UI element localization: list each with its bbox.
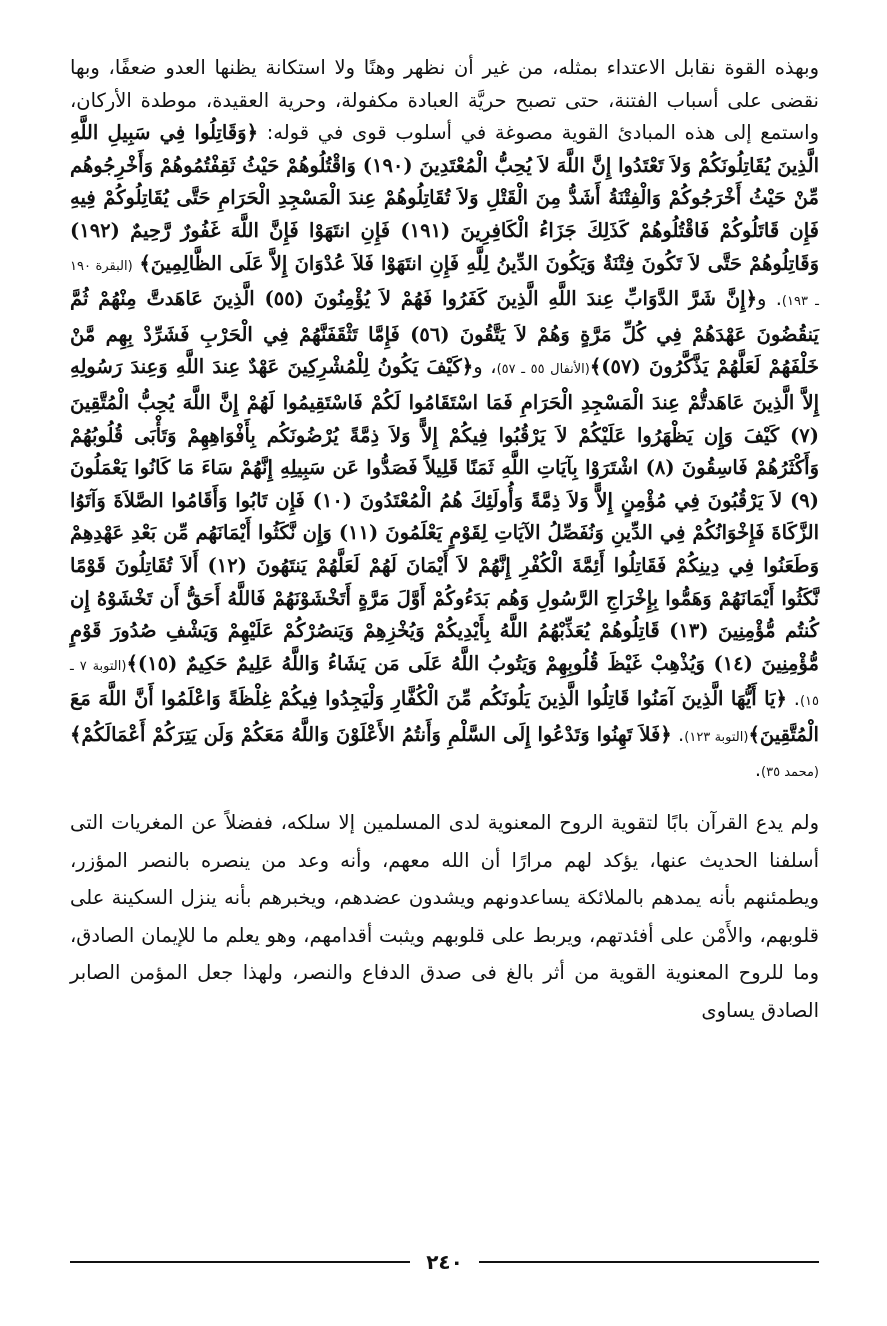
connector-text: .	[786, 687, 800, 711]
verse-reference: (التوبة ١٢٣)	[684, 729, 749, 745]
paragraph-2: ولم يدع القرآن بابًا لتقوية الروح المعنوية لدى المسلمين إلا سلكه، ففضلاً عن المغريات التى أسلفنا الحديث عنها، يؤكد لهم مرارًا أن الله معهم، وأنه وعد من ينصره بالنصر المؤزر، ويطمئنهم بأنه يمدهم بالملائكة يساعدونهم ويشدون عضدهم، ويخبرهم بأنه ينزل السكينة على قلوبهم، والأَمْن على أفئدتهم، ويربط على قلوبهم ويثبت أقدامهم، وهو يعلم ما للإيمان الصادق، وما للروح المعنوية القوية من أثر بالغ فى صدق الدفاع والنصر، ولهذا جعل المؤمن الصابر الصادق يساوى	[70, 811, 819, 1022]
page-number: ٢٤٠	[426, 1250, 463, 1274]
page-footer	[70, 1247, 819, 1277]
quran-verse-tawbah: ﴿كَيْفَ يَكُونُ لِلْمُشْرِكِينَ عَهْدٌ عِندَ اللَّهِ وَعِندَ رَسُولِهِ إِلاَّ الَّذِينَ عَاهَدتُّمْ عِندَ الْمَسْجِدِ الْحَرَامِ فَمَا اسْتَقَامُوا لَكُمْ فَاسْتَقِيمُوا لَهُمْ إِنَّ اللَّهَ يُحِبُّ الْمُتَّقِينَ (٧) كَيْفَ وَإِن يَظْهَرُوا عَلَيْكُمْ لاَ يَرْقُبُوا فِيكُمْ إِلاًّ وَلاَ ذِمَّةً يُرْضُونَكُم بِأَفْوَاهِهِمْ وَتَأْبَى قُلُوبُهُمْ وَأَكْثَرُهُمْ فَاسِقُونَ (٨) اشْتَرَوْا بِآيَاتِ اللَّهِ ثَمَنًا قَلِيلاً فَصَدُّوا عَن سَبِيلِهِ إِنَّهُمْ سَاءَ مَا كَانُوا يَعْمَلُونَ (٩) لاَ يَرْقُبُونَ فِي مُؤْمِنٍ إِلاًّ وَلاَ ذِمَّةً وَأُولَئِكَ هُمُ الْمُعْتَدُونَ (١٠) فَإِن تَابُوا وَأَقَامُوا الصَّلاَةَ وَآتَوُا الزَّكَاةَ فَإِخْوَانُكُمْ فِي الدِّينِ وَنُفَصِّلُ الآيَاتِ لِقَوْمٍ يَعْلَمُونَ (١١) وَإِن نَّكَثُوا أَيْمَانَهُم مِّن بَعْدِ عَهْدِهِمْ وَطَعَنُوا فِي دِينِكُمْ فَقَاتِلُوا أَئِمَّةَ الْكُفْرِ إِنَّهُمْ لاَ أَيْمَانَ لَهُمْ لَعَلَّهُمْ يَنتَهُونَ (١٢) أَلاَ تُقَاتِلُونَ قَوْمًا نَّكَثُوا أَيْمَانَهُمْ وَهَمُّوا بِإِخْرَاجِ الرَّسُولِ وَهُم بَدَءُوكُمْ أَوَّلَ مَرَّةٍ أَتَخْشَوْنَهُمْ فَاللَّهُ أَحَقُّ أَن تَخْشَوْهُ إِن كُنتُم مُّؤْمِنِينَ (١٣) قَاتِلُوهُمْ يُعَذِّبْهُمُ اللَّهُ بِأَيْدِيكُمْ وَيُخْزِهِمْ وَيَنصُرْكُمْ عَلَيْهِمْ وَيَشْفِ صُدُورَ قَوْمٍ مُّؤْمِنِينَ (١٤) وَيُذْهِبْ غَيْظَ قُلُوبِهِمْ وَيَتُوبُ اللَّهُ عَلَى مَن يَشَاءُ وَاللَّهُ عَلِيمٌ حَكِيمٌ (١٥)﴾	[70, 355, 820, 675]
connector-text: .	[671, 722, 685, 746]
verse-reference: (التوبة ٧ ـ ١٥)	[70, 658, 819, 710]
quran-verse-anfal: ﴿إِنَّ شَرَّ الدَّوَابِّ عِندَ اللَّهِ الَّذِينَ كَفَرُوا فَهُمْ لاَ يُؤْمِنُونَ (٥٥) الَّذِينَ عَاهَدتَّ مِنْهُمْ ثُمَّ يَنقُضُونَ عَهْدَهُمْ فِي كُلِّ مَرَّةٍ وَهُمْ لاَ يَتَّقُونَ (٥٦) فَإِمَّا تَثْقَفَنَّهُمْ فِي الْحَرْبِ فَشَرِّدْ بِهِم مَّنْ خَلْفَهُمْ لَعَلَّهُمْ يَذَّكَّرُونَ (٥٧)﴾	[70, 287, 819, 379]
verse-reference: (محمد ٣٥)	[761, 765, 819, 781]
intro-text: وبهذه القوة نقابل الاعتداء بمثله، من غير أن نظهر وهنًا ولا استكانة يظنها العدو ضعفًا، وبها نقضى على أسباب الفتنة، حتى تصبح حريَّة العبادة مكفولة، وحرية العقيدة، موطدة الأركان، واستمع إلى هذه المبادئ القوية مصوغة في أسلوب قوى في قوله:	[70, 56, 819, 145]
quran-verse-baqarah: ﴿وَقَاتِلُوا فِي سَبِيلِ اللَّهِ الَّذِينَ يُقَاتِلُونَكُمْ وَلاَ تَعْتَدُوا إِنَّ اللَّهَ لاَ يُحِبُّ الْمُعْتَدِينَ (١٩٠) وَاقْتُلُوهُمْ حَيْثُ ثَقِفْتُمُوهُمْ وَأَخْرِجُوهُم مِّنْ حَيْثُ أَخْرَجُوكُمْ وَالْفِتْنَةُ أَشَدُّ مِنَ الْقَتْلِ وَلاَ تُقَاتِلُوهُمْ عِندَ الْمَسْجِدِ الْحَرَامِ حَتَّى يُقَاتِلُوكُمْ فِيهِ فَإِن قَاتَلُوكُمْ فَاقْتُلُوهُمْ كَذَلِكَ جَزَاءُ الْكَافِرِينَ (١٩١) فَإِنِ انتَهَوْا فَإِنَّ اللَّهَ غَفُورٌ رَّحِيمٌ (١٩٢) وَقَاتِلُوهُمْ حَتَّى لاَ تَكُونَ فِتْنَةٌ وَيَكُونَ الدِّينُ لِلَّهِ فَإِنِ انتَهَوْا فَلاَ عُدْوَانَ إِلاَّ عَلَى الظَّالِمِينَ﴾	[69, 121, 820, 275]
verse-reference: (البقرة ١٩٠ ـ ١٩٣)	[70, 258, 819, 310]
connector-text: . و	[757, 287, 782, 311]
quran-verse-tawbah-123: ﴿يَا أَيُّهَا الَّذِينَ آمَنُوا قَاتِلُوا الَّذِينَ يَلُونَكُم مِّنَ الْكُفَّارِ وَلْيَجِدُوا فِيكُمْ غِلْظَةً وَاعْلَمُوا أَنَّ اللَّهَ مَعَ الْمُتَّقِينَ﴾	[70, 687, 819, 746]
paragraph-1	[70, 52, 819, 790]
footer-rule-left	[70, 1261, 410, 1263]
connector-text: ، و	[473, 355, 497, 379]
footer-rule-right	[479, 1261, 819, 1263]
page-content	[70, 52, 819, 1286]
verse-reference: (الأنفال ٥٥ ـ ٥٧)	[496, 362, 590, 378]
quran-verse-muhammad: ﴿فَلاَ تَهِنُوا وَتَدْعُوا إِلَى السَّلْمِ وَأَنتُمُ الأَعْلَوْنَ وَاللَّهُ مَعَكُمْ وَلَن يَتِرَكُمْ أَعْمَالَكُمْ﴾	[70, 722, 672, 746]
end-text: .	[754, 758, 762, 782]
